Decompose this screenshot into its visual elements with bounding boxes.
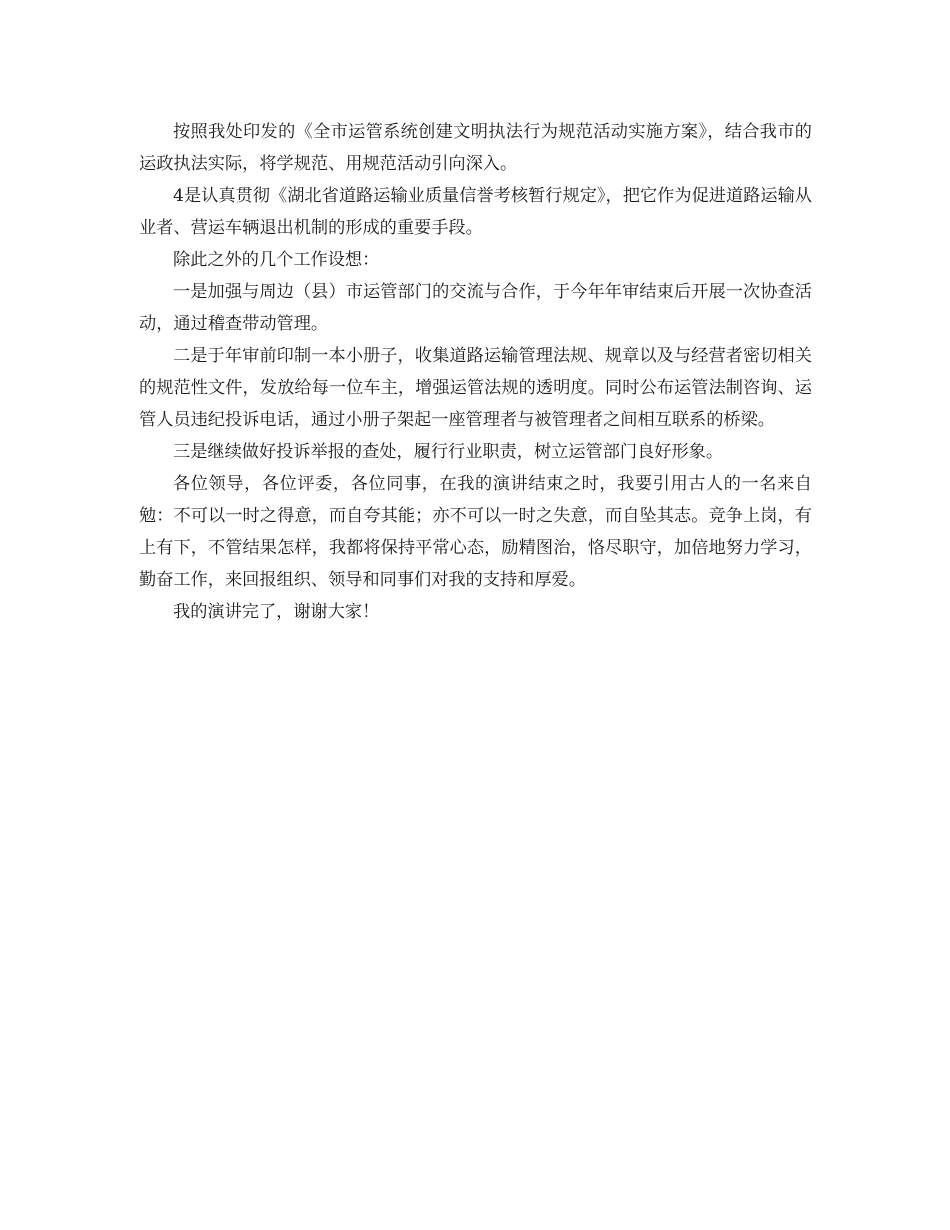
paragraph-implementation-plan: 按照我处印发的《全市运管系统创建文明执法行为规范活动实施方案》，结合我市的运政执法实际，将学规范、用规范活动引向深入。 bbox=[139, 122, 812, 174]
paragraph-idea-one: 一是加强与周边（县）市运管部门的交流与合作，于今年年审结束后开展一次协查活动，通过稽查带动管理。 bbox=[139, 282, 812, 334]
paragraph-idea-two: 二是于年审前印制一本小册子，收集道路运输管理法规、规章以及与经营者密切相关的规范性文件，发放给每一位车主，增强运管法规的透明度。同时公布运管法制咨询、运管人员违纪投诉电话，通过小册子架起一座管理者与被管理者之间相互联系的桥梁。 bbox=[139, 346, 812, 430]
paragraph-work-ideas-heading: 除此之外的几个工作设想： bbox=[173, 250, 380, 270]
paragraph-closing-remarks: 各位领导，各位评委，各位同事，在我的演讲结束之时，我要引用古人的一名来自勉：不可以一时之得意，而自夸其能；亦不可以一时之失意，而自坠其志。竞争上岗，有上有下，不管结果怎样，我都将保持平常心态，励精图治，恪尽职守，加倍地努力学习，勤奋工作，来回报组织、领导和同事们对我的支持和厚爱。 bbox=[139, 474, 812, 590]
document-body bbox=[139, 116, 812, 628]
paragraph-thanks: 我的演讲完了，谢谢大家！ bbox=[173, 602, 380, 622]
paragraph-credit-regulation: 4是认真贯彻《湖北省道路运输业质量信誉考核暂行规定》，把它作为促进道路运输从业者、营运车辆退出机制的形成的重要手段。 bbox=[139, 186, 812, 238]
paragraph-idea-three: 三是继续做好投诉举报的查处，履行行业职责，树立运管部门良好形象。 bbox=[173, 442, 724, 462]
